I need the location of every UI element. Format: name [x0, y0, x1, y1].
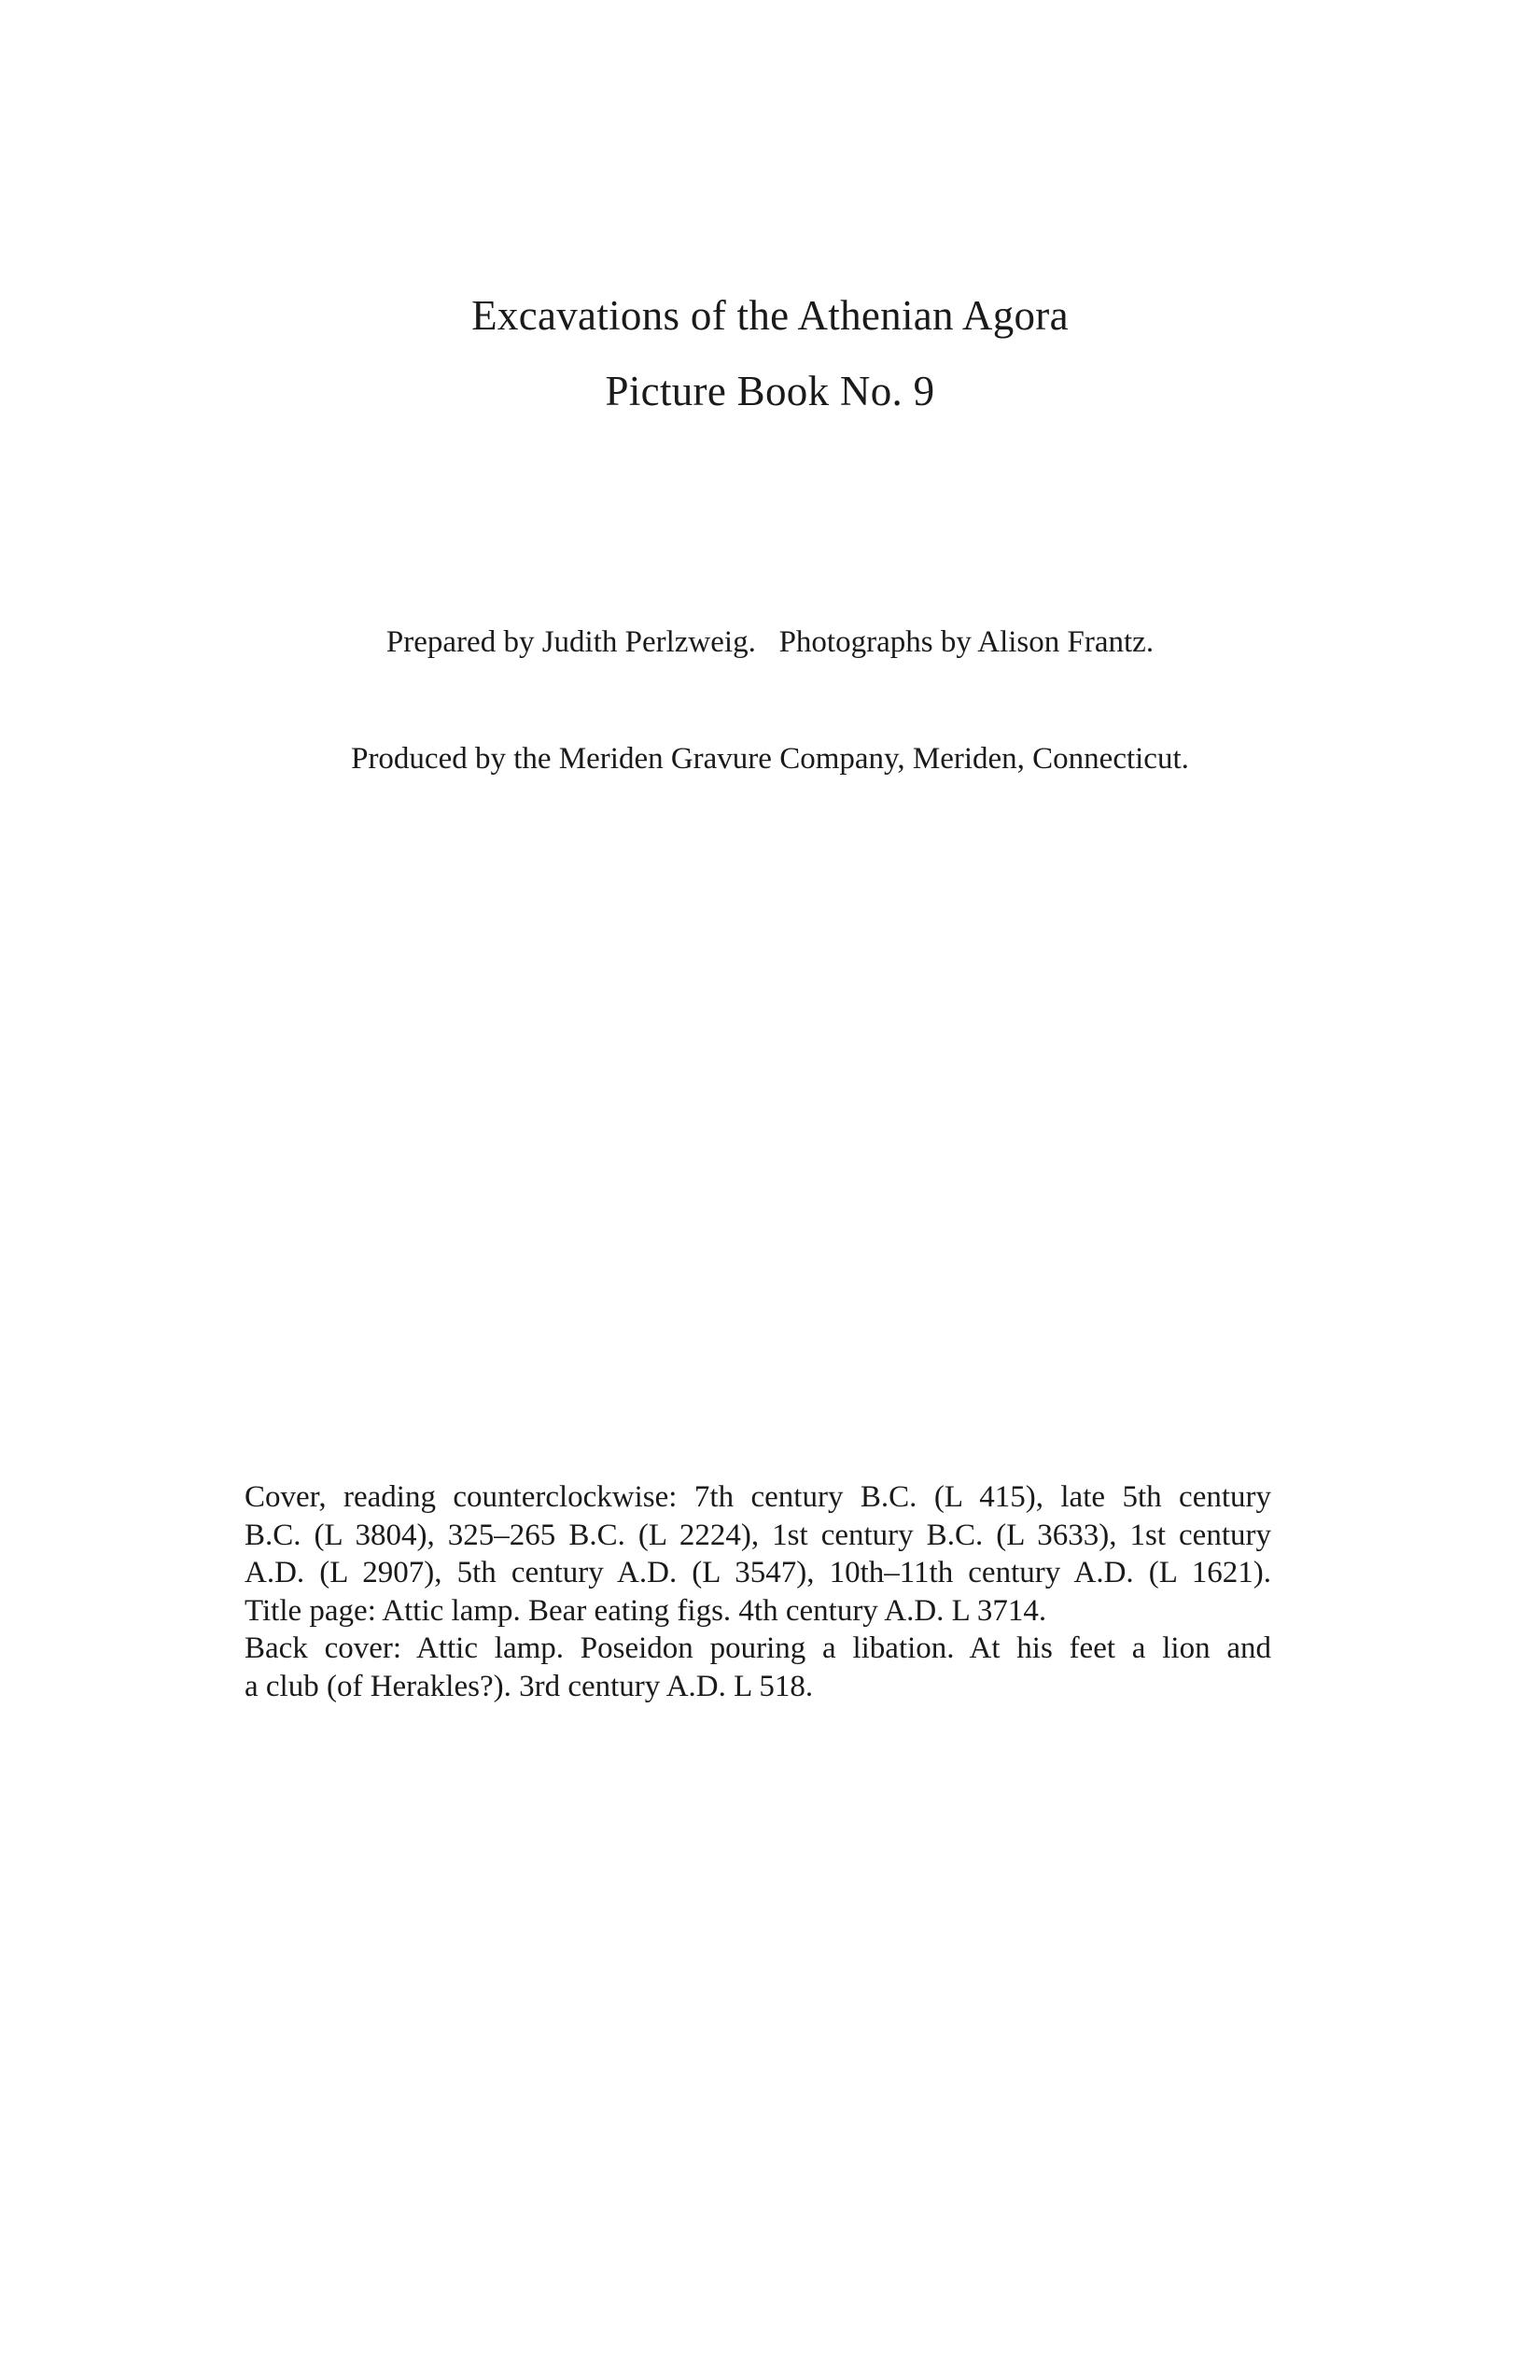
caption-line: Title page: Attic lamp. Bear eating figs. 4th century A.D. L 3714.	[245, 1593, 1047, 1628]
production-line: Produced by the Meriden Gravure Company, Meriden, Connecticut.	[351, 742, 1189, 776]
caption-line: Back cover: Attic lamp. Poseidon pouring a libation. At his feet a lion and	[245, 1631, 1271, 1665]
credits-line: Prepared by Judith Perlzweig. Photographs by Alison Frantz.	[385, 625, 1155, 659]
book-number: Picture Book No. 9	[605, 368, 935, 414]
caption-line: A.D. (L 2907), 5th century A.D. (L 3547), 10th–11th century A.D. (L 1621).	[245, 1556, 1271, 1589]
series-title: Excavations of the Athenian Agora	[471, 292, 1069, 339]
caption-line: a club (of Herakles?). 3rd century A.D. L 518.	[245, 1669, 814, 1703]
caption-line: B.C. (L 3804), 325–265 B.C. (L 2224), 1st century B.C. (L 3633), 1st century	[245, 1518, 1271, 1552]
caption-block	[245, 1478, 1271, 1705]
caption-line: Cover, reading counterclockwise: 7th century B.C. (L 415), late 5th century	[245, 1480, 1271, 1514]
